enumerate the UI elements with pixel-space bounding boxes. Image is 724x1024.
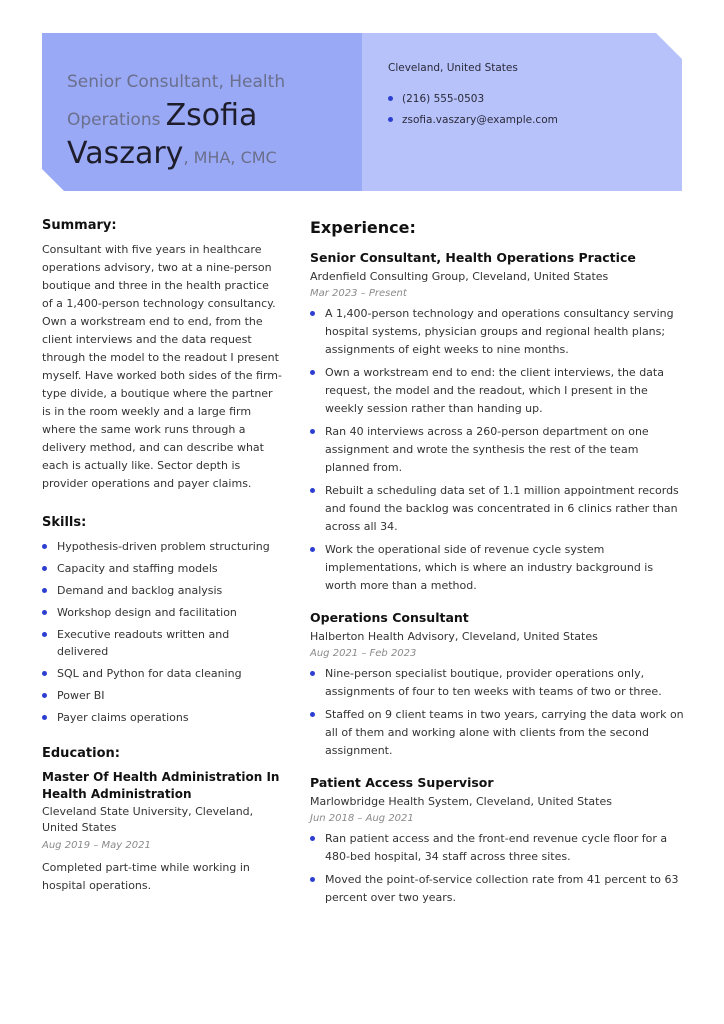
job-entry [310,774,685,907]
job-dates: Aug 2021 – Feb 2023 [310,648,417,659]
bullet-icon [310,311,315,316]
education-dates: Aug 2019 – May 2021 [42,840,151,851]
skills-section [42,515,282,726]
job-bullet [310,665,685,701]
contact-list [388,88,558,130]
bullet-text: Staffed on 9 client teams in two years, carrying the data work on all of them and working alone with clients from the second assignment. [325,708,684,757]
job-title: Patient Access Supervisor [310,775,494,790]
job-bullet [310,706,685,760]
skill-item [42,626,282,660]
bullet-text: Rebuilt a scheduling data set of 1.1 million appointment records and found the backlog was concentrated in 6 clinics rather than across all 34. [325,484,679,533]
education-heading: Education: [42,746,120,761]
bullet-icon [42,588,47,593]
degree-title: Master Of Health Administration In Health Administration [42,770,280,801]
job-title: Operations Consultant [310,610,469,625]
skill-text: Workshop design and facilitation [57,606,237,619]
bullet-icon [310,370,315,375]
bullet-text: Work the operational side of revenue cycle system implementations, which is where an industry background is worth more than a method. [325,543,654,592]
job-organization: Marlowbridge Health System, Cleveland, United States [310,795,612,808]
skill-text: Demand and backlog analysis [57,584,223,597]
bullet-text: Nine-person specialist boutique, provider operations only, assignments of four to ten weeks with teams of two or three. [325,667,662,698]
bullet-icon [42,671,47,676]
contact-location: Cleveland, United States [388,62,518,74]
bullet-icon [388,96,393,101]
skill-text: Capacity and staffing models [57,562,218,575]
job-bullets [310,305,685,595]
skill-item [42,604,282,621]
skill-text: Hypothesis-driven problem structuring [57,540,270,553]
credentials: , MHA, CMC [183,148,277,167]
bullet-text: Ran patient access and the front-end revenue cycle floor for a 480-bed hospital, 34 staff across three sites. [325,832,668,863]
job-entry [310,609,685,760]
skill-text: Executive readouts written and delivered [57,628,230,658]
job-organization: Ardenfield Consulting Group, Cleveland, United States [310,270,609,283]
bullet-icon [42,566,47,571]
bullet-icon [310,429,315,434]
bullet-icon [310,712,315,717]
job-title: Senior Consultant, Health Operations Practice [310,250,636,265]
skill-item [42,687,282,704]
job-bullets [310,830,685,907]
bullet-icon [310,836,315,841]
bullet-icon [42,610,47,615]
job-bullet [310,871,685,907]
skill-text: SQL and Python for data cleaning [57,667,242,680]
full-name: Zsofia Vaszary [67,98,258,171]
email-text: zsofia.vaszary@example.com [402,113,558,126]
job-bullet [310,482,685,536]
skill-text: Power BI [57,689,105,702]
professional-title: Senior Consultant, Health Operations [67,72,286,130]
header-name-block [67,66,347,170]
job-bullets [310,665,685,760]
education-description: Completed part-time while working in hospital operations. [42,861,250,892]
school-name: Cleveland State University, Cleveland, United States [42,805,254,834]
bullet-icon [388,117,393,122]
job-bullet [310,541,685,595]
bullet-icon [42,693,47,698]
skill-item [42,538,282,555]
job-dates: Jun 2018 – Aug 2021 [310,813,414,824]
bullet-icon [42,715,47,720]
bullet-icon [310,488,315,493]
job-bullet [310,364,685,418]
phone-text: (216) 555-0503 [402,92,485,105]
bullet-text: Moved the point-of-service collection rate from 41 percent to 63 percent over two years. [325,873,679,904]
job-entry [310,249,685,595]
bullet-icon [310,671,315,676]
job-bullet [310,423,685,477]
skill-item [42,709,282,726]
summary-section [42,218,282,493]
education-section [42,746,282,895]
bullet-icon [42,632,47,637]
skill-item [42,560,282,577]
summary-heading: Summary: [42,218,117,233]
bullet-text: A 1,400-person technology and operations consultancy serving hospital systems, physician groups and regional health plans; assignments of eight weeks to nine months. [325,307,674,356]
job-bullet [310,830,685,866]
skill-text: Payer claims operations [57,711,189,724]
summary-text: Consultant with five years in healthcare operations advisory, two at a nine-person boutique and three in the health practice of a 1,400-person technology consultancy. Own a workstream end to end, from the client interviews and the data request through the model to the readout I present myself. Have worked both sides of the firm-type divide, a boutique where the partner is in the room weekly and a large firm where the same work runs through a delivery method, and can describe what each is actually like. Sector depth is provider operations and payer claims. [42,243,282,490]
right-column [310,218,685,921]
skill-item [42,665,282,682]
skill-item [42,582,282,599]
bullet-text: Ran 40 interviews across a 260-person department on one assignment and wrote the synthesis the rest of the team planned from. [325,425,649,474]
job-dates: Mar 2023 – Present [310,288,407,299]
skills-list [42,538,282,726]
skills-heading: Skills: [42,515,87,530]
bullet-icon [42,544,47,549]
experience-heading: Experience: [310,218,416,237]
job-organization: Halberton Health Advisory, Cleveland, United States [310,630,598,643]
contact-email [388,109,558,130]
bullet-icon [310,877,315,882]
contact-phone [388,88,558,109]
job-bullet [310,305,685,359]
bullet-icon [310,547,315,552]
left-column [42,218,282,895]
bullet-text: Own a workstream end to end: the client interviews, the data request, the model and the readout, which I present in the weekly session rather than handing up. [325,366,664,415]
